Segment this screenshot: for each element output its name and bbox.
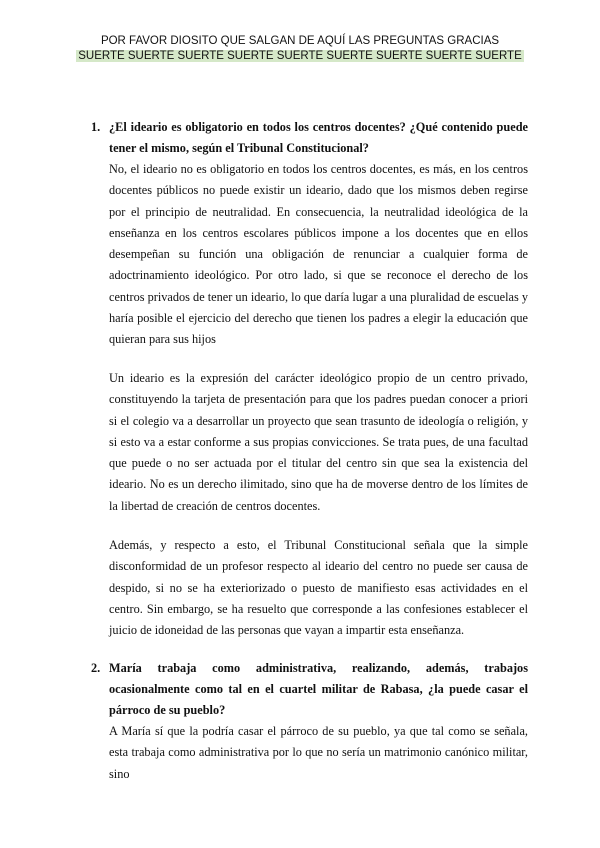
header-line-2 (0, 50, 600, 62)
header-line-1: POR FAVOR DIOSITO QUE SALGAN DE AQUÍ LAS PREGUNTAS GRACIAS (100, 35, 500, 47)
question-1-title: ¿El ideario es obligatorio en todos los centros docentes? ¿Qué contenido puede tener el mismo, según el Tribunal Constitucional? (109, 120, 528, 155)
question-1-number: 1. (91, 120, 101, 134)
question-2-title: María trabaja como administrativa, realizando, además, trabajos ocasionalmente como tal en el cuartel militar de Rabasa, ¿la puede casar el párroco de su pueblo? (109, 661, 528, 717)
question-1 (91, 117, 528, 159)
question-2-answer-paragraph-1: A María sí que la podría casar el párroco de su pueblo, ya que tal como se señala, esta trabaja como administrativa por lo que no sería un matrimonio canónico militar, sino (109, 724, 528, 781)
question-2-number: 2. (91, 661, 101, 675)
question-1-answer-paragraph-2: Un ideario es la expresión del carácter ideológico propio de un centro privado, constituyendo la tarjeta de presentación para que los padres puedan conocer a priori si el colegio va a desarrollar un proyecto que sean trasunto de ideología o religión, y si esto va a estar conforme a sus propias convicciones. Se trata pues, de una facultad que puede o no ser actuada por el titular del centro sin que sea la existencia del ideario. No es un derecho ilimitado, sino que ha de moverse dentro de los límites de la libertad de creación de centros docentes. (109, 371, 528, 513)
question-1-answer-paragraph-3: Además, y respecto a esto, el Tribunal Constitucional señala que la simple disconformidad de un profesor respecto al ideario del centro no puede ser causa de despido, si no se ha exteriorizado o puesto de manifiesto esas actividades en el centro. Sin embargo, se ha resuelto que corresponde a las confesiones establecer el juicio de idoneidad de las personas que vayan a impartir esta enseñanza. (109, 538, 528, 638)
header-highlight-text: SUERTE SUERTE SUERTE SUERTE SUERTE SUERTE SUERTE SUERTE SUERTE (78, 50, 522, 62)
question-2 (91, 658, 528, 721)
question-1-answer-paragraph-1: No, el ideario no es obligatorio en todos los centros docentes, es más, en los centros docentes públicos no puede existir un ideario, dado que los mismos deben regirse por el principio de neutralidad. En consecuencia, la neutralidad ideológica de la enseñanza en los centros escolares públicos impone a los docentes que en ellos desempeñan su función una obligación de renunciar a cualquier forma de adoctrinamiento ideológico. Por otro lado, si que se reconoce el derecho de los centros privados de tener un ideario, lo que daría lugar a una pluralidad de escuelas y haría posible el ejercicio del derecho que tienen los padres a elegir la educación que quieran para sus hijos (109, 162, 528, 347)
